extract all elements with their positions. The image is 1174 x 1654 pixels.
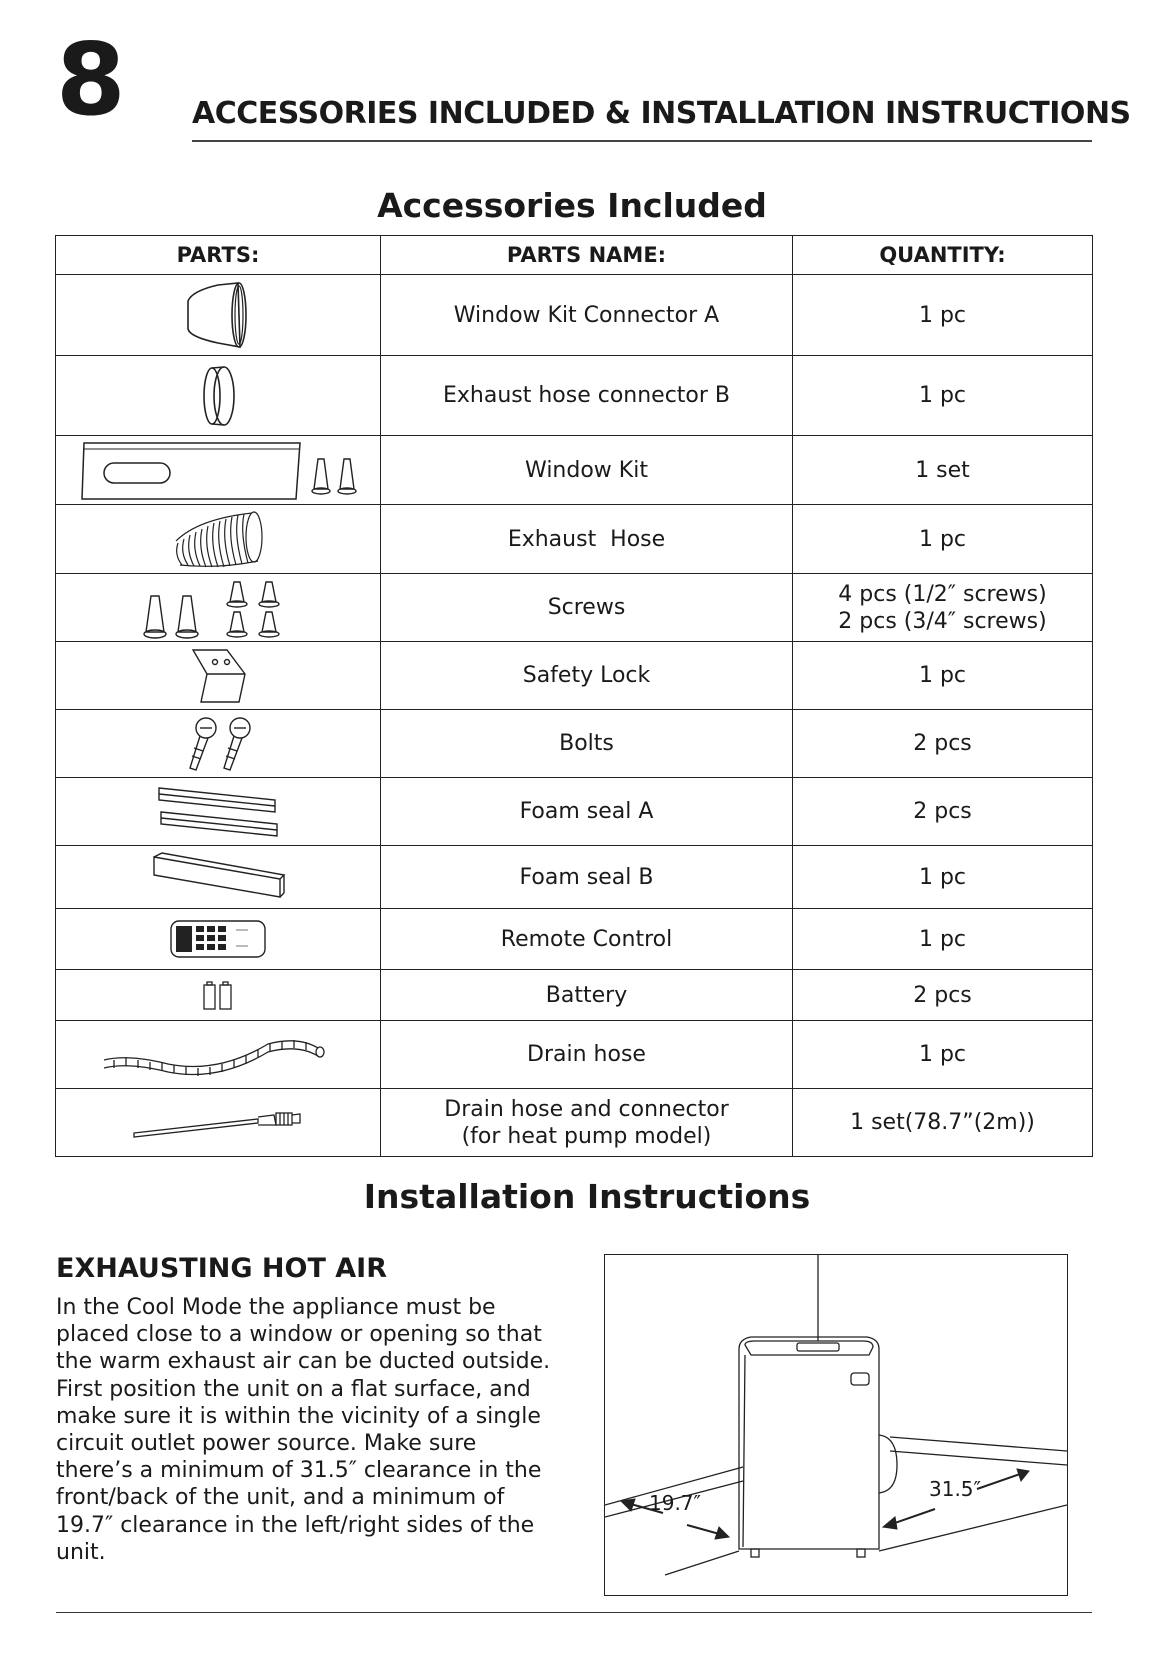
exhaust-hose-icon [168, 507, 268, 571]
installation-heading: Installation Instructions [363, 1177, 811, 1216]
foam-seal-b-icon [148, 849, 288, 905]
column-header-parts-name: PARTS NAME: [381, 236, 793, 275]
table-row [56, 970, 1093, 1021]
part-name: Bolts [381, 710, 793, 778]
text-line: there’s a minimum of 31.5″ clearance in the [56, 1458, 542, 1484]
screws-icon [138, 576, 298, 640]
part-name-note: (for heat pump model) [461, 1123, 712, 1149]
part-name: Battery [381, 970, 793, 1021]
text-line: 19.7″ clearance in the left/right sides of the [56, 1512, 535, 1538]
exhaust-connector-icon [188, 363, 248, 429]
text-line: placed close to a window or opening so that [56, 1322, 542, 1348]
part-name-cell [381, 1089, 793, 1157]
section-title: ACCESSORIES INCLUDED & INSTALLATION INSTRUCTIONS [192, 96, 1131, 131]
page-number: 8 [56, 21, 126, 138]
part-name: Exhaust hose connector B [381, 356, 793, 436]
text-line: front/back of the unit, and a minimum of [56, 1485, 505, 1511]
text-line: unit. [56, 1539, 106, 1565]
exhausting-hot-air-heading: EXHAUSTING HOT AIR [56, 1253, 388, 1284]
part-picture-cell [56, 970, 381, 1021]
table-row [56, 1089, 1093, 1157]
column-header-quantity: QUANTITY: [793, 236, 1093, 275]
table-row [56, 275, 1093, 356]
accessories-heading: Accessories Included [377, 186, 767, 225]
part-name: Foam seal A [381, 778, 793, 846]
part-quantity: 1 pc [793, 642, 1093, 710]
part-name: Window Kit Connector A [381, 275, 793, 356]
part-quantity: 1 pc [793, 846, 1093, 909]
bolts-icon [178, 714, 258, 774]
table-row [56, 642, 1093, 710]
part-quantity: 2 pcs [793, 778, 1093, 846]
part-name: Foam seal B [381, 846, 793, 909]
text-line: In the Cool Mode the appliance must be [56, 1295, 496, 1320]
part-picture-cell [56, 574, 381, 642]
part-picture-cell [56, 778, 381, 846]
part-quantity: 1 pc [793, 356, 1093, 436]
foam-seal-a-icon [153, 782, 283, 842]
text-line: make sure it is within the vicinity of a single [56, 1403, 541, 1429]
part-picture-cell [56, 275, 381, 356]
remote-control-icon [168, 916, 268, 962]
table-row [56, 356, 1093, 436]
exhausting-hot-air-text [56, 1294, 576, 1566]
safety-lock-icon [183, 644, 253, 708]
part-picture-cell [56, 505, 381, 574]
part-quantity: 1 pc [793, 1021, 1093, 1089]
part-name: Remote Control [381, 909, 793, 970]
front-clearance-label: 31.5″ [929, 1477, 982, 1501]
part-picture-cell [56, 356, 381, 436]
window-kit-icon [78, 437, 358, 503]
part-quantity: 2 pcs [793, 970, 1093, 1021]
column-header-parts: PARTS: [56, 236, 381, 275]
table-header-row [56, 236, 1093, 275]
battery-icon [201, 979, 235, 1011]
part-name: Exhaust Hose [381, 505, 793, 574]
table-row [56, 505, 1093, 574]
part-name: Safety Lock [381, 642, 793, 710]
part-picture-cell [56, 909, 381, 970]
window-kit-connector-icon [178, 277, 258, 353]
part-quantity: 4 pcs (1/2″ screws) [838, 581, 1047, 607]
part-picture-cell [56, 1021, 381, 1089]
part-name: Drain hose and connector [444, 1096, 729, 1122]
part-quantity: 1 set [793, 436, 1093, 505]
part-name: Screws [381, 574, 793, 642]
table-row [56, 710, 1093, 778]
accessories-table [55, 235, 1093, 1157]
part-picture-cell [56, 1089, 381, 1157]
table-row [56, 778, 1093, 846]
portable-ac-clearance-drawing [605, 1255, 1067, 1595]
clearance-illustration [604, 1254, 1068, 1596]
part-picture-cell [56, 436, 381, 505]
title-divider [192, 140, 1092, 142]
part-picture-cell [56, 846, 381, 909]
text-line: circuit outlet power source. Make sure [56, 1431, 477, 1457]
part-quantity-cell [793, 574, 1093, 642]
table-row [56, 574, 1093, 642]
drain-hose-connector-icon [128, 1103, 308, 1143]
table-row [56, 846, 1093, 909]
table-row [56, 1021, 1093, 1089]
part-quantity: 1 pc [793, 909, 1093, 970]
drain-hose-icon [98, 1030, 338, 1080]
side-clearance-label: 19.7″ [649, 1491, 702, 1515]
part-quantity: 1 pc [793, 505, 1093, 574]
bottom-divider [56, 1612, 1092, 1613]
part-name: Drain hose [381, 1021, 793, 1089]
part-picture-cell [56, 642, 381, 710]
part-picture-cell [56, 710, 381, 778]
part-quantity-secondary: 2 pcs (3/4″ screws) [838, 608, 1047, 634]
part-name: Window Kit [381, 436, 793, 505]
part-quantity: 1 set(78.7”(2m)) [793, 1089, 1093, 1157]
text-line: the warm exhaust air can be ducted outside. [56, 1349, 551, 1375]
part-quantity: 1 pc [793, 275, 1093, 356]
text-line: First position the unit on a flat surface, and [56, 1376, 531, 1402]
part-quantity: 2 pcs [793, 710, 1093, 778]
table-row [56, 436, 1093, 505]
table-row [56, 909, 1093, 970]
